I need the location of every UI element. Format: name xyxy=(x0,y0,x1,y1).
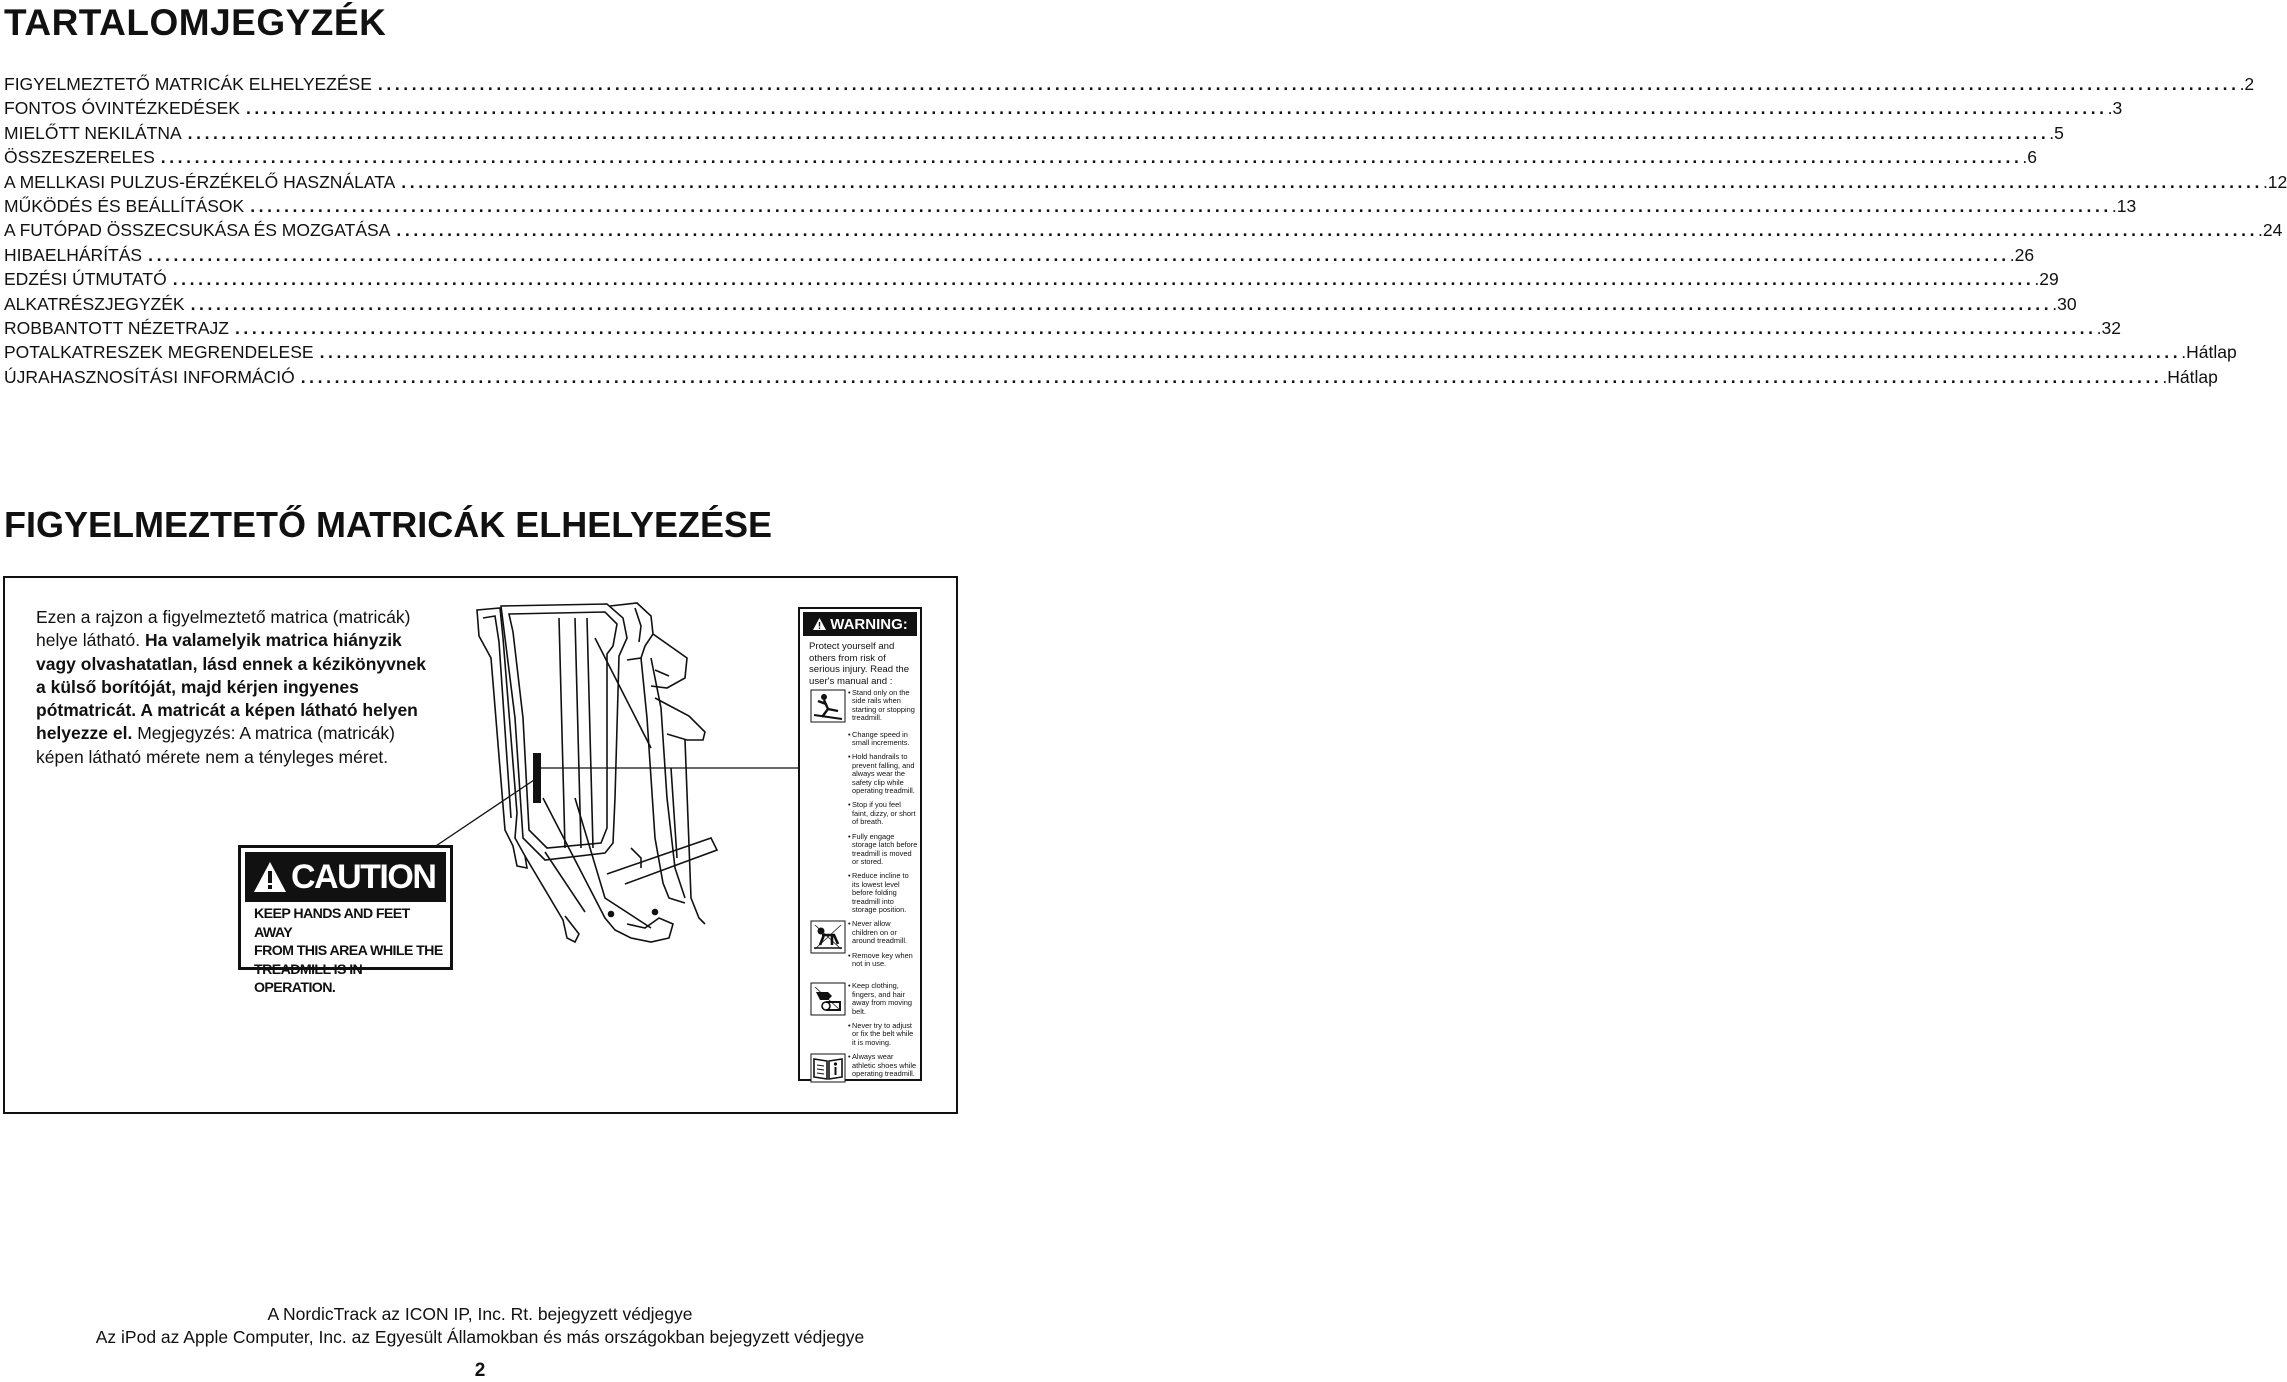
warning-group xyxy=(808,982,918,1053)
warning-group xyxy=(808,1053,918,1084)
caution-line: KEEP HANDS AND FEET AWAY xyxy=(254,906,410,941)
warning-item: • Hold handrails to prevent falling, and always wear the safety clip while operating treadmill. xyxy=(848,753,918,795)
warning-item: • Stop if you feel faint, dizzy, or short of breath. xyxy=(848,801,918,826)
warning-item: • Fully engage storage latch before treadmill is moved or stored. xyxy=(848,833,918,867)
toc-leader-dots: ............................................................................................................................................................................................................................ xyxy=(160,147,2023,168)
warning-item: • Stand only on the side rails when starting or stopping treadmill. xyxy=(848,689,918,723)
footer-trademark-2: Az iPod az Apple Computer, Inc. az Egyesült Államokban és más országokban bejegyzett védjegye xyxy=(95,1327,865,1347)
toc-entry xyxy=(4,74,2255,98)
treadmill-drawing xyxy=(455,598,725,948)
toc-entry-title: POTALKATRESZEK MEGRENDELESE xyxy=(4,342,314,363)
toc-entry-page: .13 xyxy=(2111,195,2137,216)
toc-entry-title: ALKATRÉSZJEGYZÉK xyxy=(4,293,185,314)
child-crawling-icon xyxy=(810,920,846,954)
toc-leader-dots: ............................................................................................................................................................................................................................ xyxy=(319,342,2182,363)
toc-entry xyxy=(4,147,2038,171)
toc-entry xyxy=(4,342,2237,366)
warning-intro: Protect yourself and others from risk of serious injury. Read the user's manual and : xyxy=(809,641,910,687)
toc-leader-dots: ............................................................................................................................................................................................................................ xyxy=(187,122,2050,143)
warning-item: • Change speed in small increments. xyxy=(848,731,918,748)
toc-entry-page: .5 xyxy=(2049,122,2064,143)
toc-leader-dots: ............................................................................................................................................................................................................................ xyxy=(172,269,2035,290)
toc-entry-title: FIGYELMEZTETŐ MATRICÁK ELHELYEZÉSE xyxy=(4,74,372,94)
warning-header xyxy=(803,612,917,636)
intro-note: Megjegyzés: A matrica (matricák) képen látható mérete nem a tényleges méret. xyxy=(36,723,395,767)
toc-entry xyxy=(4,98,2123,122)
toc-entry-page: .6 xyxy=(2022,147,2038,168)
manual-book-icon xyxy=(810,1053,846,1083)
warning-item: • Never try to adjust or fix the belt while it is moving. xyxy=(848,1022,918,1047)
caution-header xyxy=(245,852,446,902)
warning-triangle-icon xyxy=(812,617,827,631)
caution-heading: CAUTION xyxy=(291,857,436,896)
toc-entry xyxy=(4,293,2077,318)
toc-entry-page: .30 xyxy=(2052,293,2077,314)
footer-trademark-1: A NordicTrack az ICON IP, Inc. Rt. bejegyzett védjegye xyxy=(267,1304,693,1324)
toc-leader-dots: ............................................................................................................................................................................................................................ xyxy=(250,195,2112,216)
toc-entry-page: .2 xyxy=(2239,74,2255,94)
toc-entry-title: FONTOS ÓVINTÉZKEDÉSEK xyxy=(4,98,240,119)
intro-text: Ezen a rajzon a figyelmeztető matrica (matricák) helye látható. xyxy=(36,607,411,651)
toc-entry xyxy=(4,244,2035,269)
caution-text xyxy=(254,905,446,998)
toc-entry xyxy=(4,317,2121,342)
toc-leader-dots: ............................................................................................................................................................................................................................ xyxy=(396,220,2259,241)
falling-person-icon xyxy=(810,689,846,723)
toc-entry xyxy=(4,171,2287,196)
toc-entry xyxy=(4,220,2283,244)
toc-list xyxy=(4,74,2287,391)
toc-entry-title: MŰKÖDÉS ÉS BEÁLLÍTÁSOK xyxy=(4,195,245,216)
warning-item: • Never allow children on or around treadmill. xyxy=(848,920,918,945)
caution-line: FROM THIS AREA WHILE THE xyxy=(254,943,443,959)
intro-paragraph xyxy=(36,606,431,769)
warning-item: • Keep clothing, fingers, and hair away from moving belt. xyxy=(848,982,918,1016)
warning-item: • Reduce incline to its lowest level before folding treadmill into storage position. xyxy=(848,872,918,914)
toc-leader-dots: ............................................................................................................................................................................................................................ xyxy=(148,244,2010,265)
toc-leader-dots: ............................................................................................................................................................................................................................ xyxy=(190,293,2053,314)
section-title: FIGYELMEZTETŐ MATRICÁK ELHELYEZÉSE xyxy=(4,504,773,545)
warning-decal xyxy=(798,607,922,1081)
toc-entry-title: ÚJRAHASZNOSÍTÁSI INFORMÁCIÓ xyxy=(4,366,295,387)
toc-entry-page: .32 xyxy=(2096,317,2121,338)
warning-triangle-icon xyxy=(253,860,287,894)
toc-entry-page: .26 xyxy=(2009,244,2035,265)
toc-leader-dots: ............................................................................................................................................................................................................................ xyxy=(377,74,2240,94)
warning-heading: WARNING: xyxy=(830,615,908,633)
toc-entry-page: .12 xyxy=(2262,171,2287,192)
toc-entry xyxy=(4,122,2064,147)
toc-entry-title: A FUTÓPAD ÖSSZECSUKÁSA ÉS MOZGATÁSA xyxy=(4,220,391,241)
toc-entry-title: A MELLKASI PULZUS-ÉRZÉKELŐ HASZNÁLATA xyxy=(4,171,396,192)
toc-entry-page: .Hátlap xyxy=(2162,366,2218,387)
toc-entry xyxy=(4,195,2137,220)
toc-entry xyxy=(4,269,2059,293)
toc-entry-page: .3 xyxy=(2107,98,2123,119)
warning-items xyxy=(808,689,918,1084)
page-number: 2 xyxy=(474,1360,486,1381)
intro-bold-text: Ha valamelyik matrica hiányzik vagy olvashatatlan, lásd ennek a kézikönyvnek a külső borítóját, majd kérjen ingyenes pótmatricát. A matricát a képen látható helyen helyezze el. xyxy=(36,630,427,744)
toc-entry-title: ÖSSZESZERELES xyxy=(4,147,155,168)
toc-entry-title: HIBAELHÁRÍTÁS xyxy=(4,244,143,265)
toc-entry-page: .24 xyxy=(2258,220,2283,241)
toc-entry-page: .Hátlap xyxy=(2181,342,2237,363)
toc-entry-title: ROBBANTOTT NÉZETRAJZ xyxy=(4,317,229,338)
warning-group xyxy=(808,920,918,974)
toc-entry-title: MIELŐTT NEKILÁTNA xyxy=(4,122,182,143)
caution-decal xyxy=(238,845,453,996)
warning-item: • Remove key when not in use. xyxy=(848,952,918,969)
toc-entry-page: .29 xyxy=(2034,269,2059,290)
warning-group xyxy=(808,689,918,729)
hand-belt-icon xyxy=(810,982,846,1016)
toc-leader-dots: ............................................................................................................................................................................................................................ xyxy=(245,98,2108,119)
toc-title: TARTALOMJEGYZÉK xyxy=(4,2,387,43)
toc-leader-dots: ............................................................................................................................................................................................................................ xyxy=(300,366,2163,387)
toc-entry xyxy=(4,366,2218,391)
toc-leader-dots: ............................................................................................................................................................................................................................ xyxy=(234,317,2097,338)
toc-leader-dots: ............................................................................................................................................................................................................................ xyxy=(401,171,2263,192)
caution-line: TREADMILL IS IN OPERATION. xyxy=(254,961,363,996)
warning-item: • Always wear athletic shoes while operating treadmill. xyxy=(848,1053,918,1078)
toc-entry-title: EDZÉSI ÚTMUTATÓ xyxy=(4,269,167,290)
